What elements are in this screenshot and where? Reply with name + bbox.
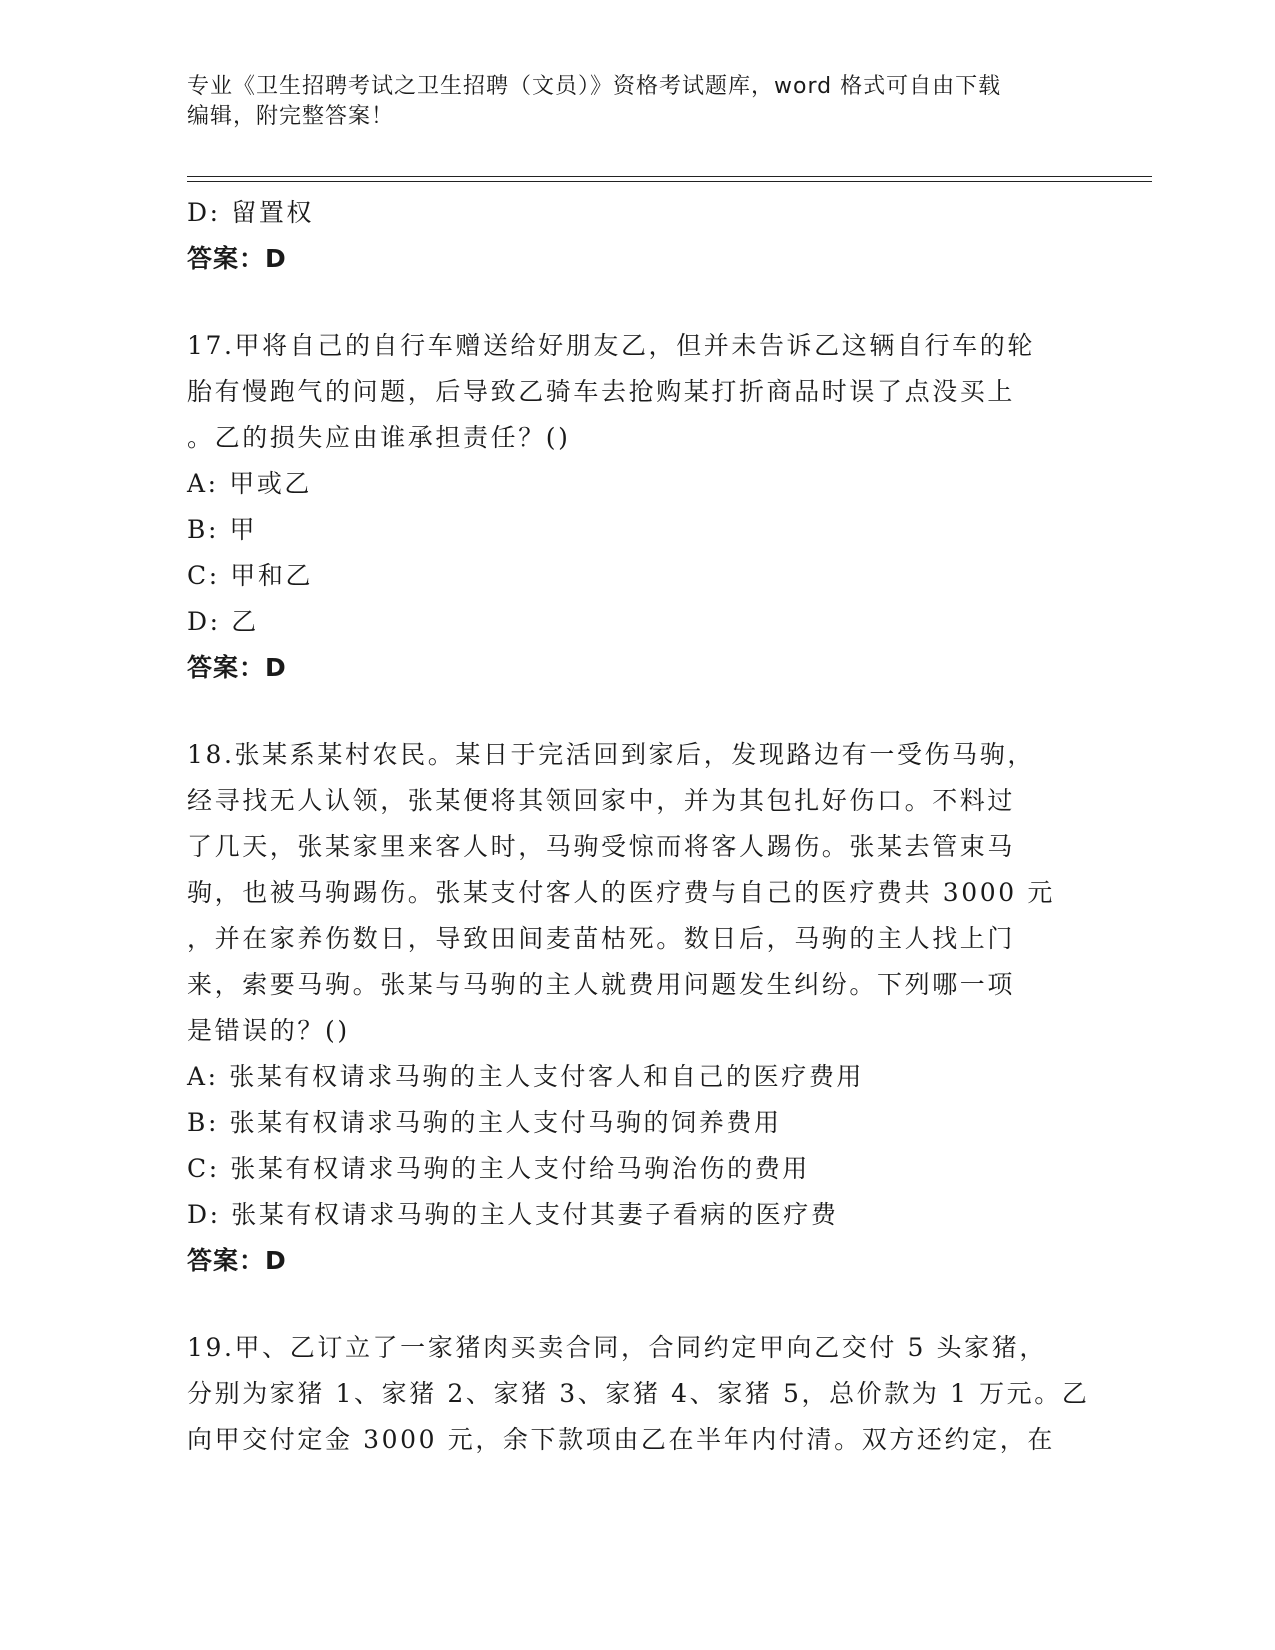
question-19 xyxy=(187,1325,1090,1463)
question-stem-line: 是错误的？() xyxy=(187,1016,350,1045)
question-stem-line: 驹，也被马驹踢伤。张某支付客人的医疗费与自己的医疗费共 3000 元 xyxy=(187,878,1055,907)
option-d: D: 张某有权请求马驹的主人支付其妻子看病的医疗费 xyxy=(187,1200,839,1229)
question-stem-line: 19.甲、乙订立了一家猪肉买卖合同，合同约定甲向乙交付 5 头家猪， xyxy=(187,1333,1047,1362)
spacer xyxy=(187,691,1077,732)
document-body xyxy=(187,190,1090,1463)
question-18 xyxy=(187,732,1077,1284)
option-c: C: 甲和乙 xyxy=(187,561,314,590)
question-stem-line: 17.甲将自己的自行车赠送给好朋友乙，但并未告诉乙这辆自行车的轮 xyxy=(187,331,1035,360)
document-header xyxy=(187,72,1067,132)
answer-line: 答案：D xyxy=(187,1246,287,1275)
spacer xyxy=(187,282,1077,323)
option-c: C: 张某有权请求马驹的主人支付给马驹治伤的费用 xyxy=(187,1154,810,1183)
question-stem-line: 了几天，张某家里来客人时，马驹受惊而将客人踢伤。张某去管束马 xyxy=(187,832,1016,861)
header-line: 专业《卫生招聘考试之卫生招聘（文员）》资格考试题库，word 格式可自由下载 xyxy=(187,74,1002,99)
option-a: A: 甲或乙 xyxy=(187,469,313,498)
question-stem-line: 经寻找无人认领，张某便将其领回家中，并为其包扎好伤口。不料过 xyxy=(187,786,1016,815)
question-stem-line: 来，索要马驹。张某与马驹的主人就费用问题发生纠纷。下列哪一项 xyxy=(187,970,1016,999)
question-stem-line: 18.张某系某村农民。某日于完活回到家后，发现路边有一受伤马驹， xyxy=(187,740,1035,769)
question-stem-line: 胎有慢跑气的问题，后导致乙骑车去抢购某打折商品时误了点没买上 xyxy=(187,377,1016,406)
spacer xyxy=(187,1284,1077,1325)
header-rule-bottom xyxy=(187,181,1152,182)
option-b: B: 张某有权请求马驹的主人支付马驹的饲养费用 xyxy=(187,1108,782,1137)
header-line: 编辑，附完整答案！ xyxy=(187,104,395,129)
question-17 xyxy=(187,323,1077,691)
answer-line: 答案：D xyxy=(187,244,287,273)
option-a: A: 张某有权请求马驹的主人支付客人和自己的医疗费用 xyxy=(187,1062,865,1091)
question-stem-line: ，并在家养伤数日，导致田间麦苗枯死。数日后，马驹的主人找上门 xyxy=(187,924,1016,953)
header-rule-top xyxy=(187,176,1152,177)
option-d: D: 乙 xyxy=(187,607,259,636)
question-stem-line: 。乙的损失应由谁承担责任？() xyxy=(187,423,571,452)
question-stem-line: 分别为家猪 1、家猪 2、家猪 3、家猪 4、家猪 5，总价款为 1 万元。乙 xyxy=(187,1379,1090,1408)
answer-line: 答案：D xyxy=(187,653,287,682)
question-stem-line: 向甲交付定金 3000 元，余下款项由乙在半年内付清。双方还约定，在 xyxy=(187,1425,1055,1454)
option-d: D: 留置权 xyxy=(187,198,315,227)
option-b: B: 甲 xyxy=(187,515,258,544)
